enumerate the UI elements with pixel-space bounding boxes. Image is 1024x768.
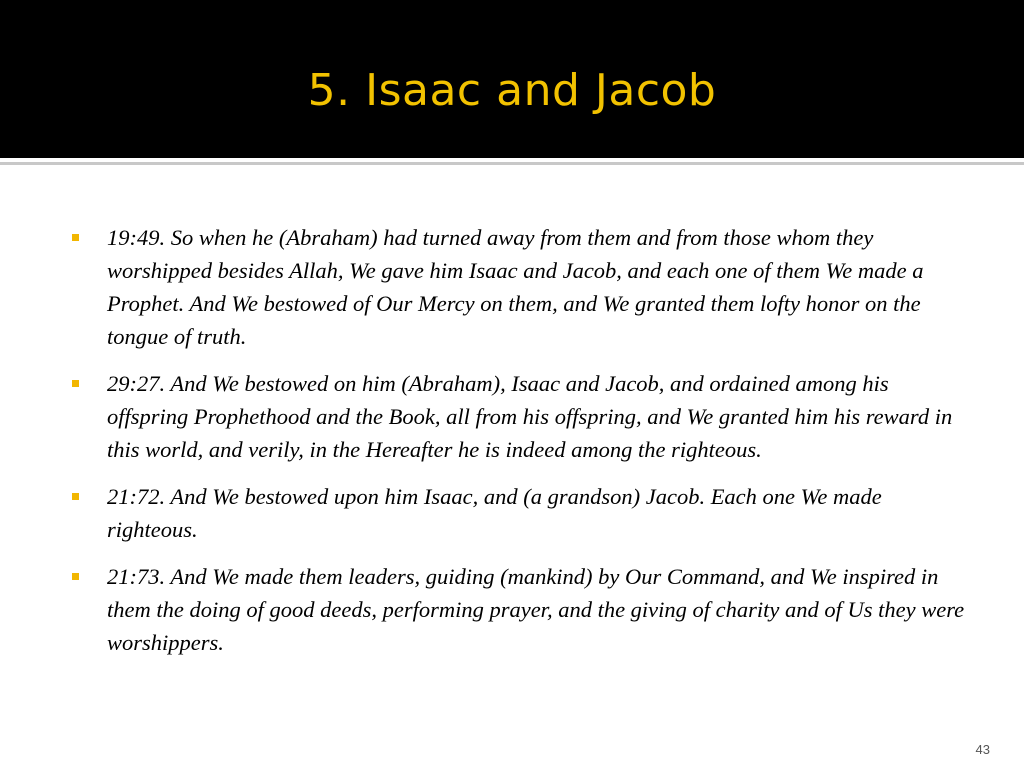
page-number: 43: [975, 742, 990, 757]
slide-title: 5. Isaac and Jacob: [307, 65, 717, 116]
square-bullet-icon: [72, 573, 79, 580]
bullet-item: [72, 221, 972, 353]
bullet-list: [72, 221, 972, 673]
bullet-item: [72, 367, 972, 466]
title-divider: [0, 162, 1024, 165]
square-bullet-icon: [72, 493, 79, 500]
bullet-text: 29:27. And We bestowed on him (Abraham), Isaac and Jacob, and ordained among his offspring Prophethood and the Book, all from his offspring, and We granted him his reward in this world, and verily, in the Hereafter he is indeed among the righteous.: [107, 371, 953, 462]
bullet-text: 21:72. And We bestowed upon him Isaac, and (a grandson) Jacob. Each one We made righteous.: [107, 484, 882, 542]
square-bullet-icon: [72, 234, 79, 241]
bullet-item: [72, 560, 972, 659]
bullet-text: 21:73. And We made them leaders, guiding (mankind) by Our Command, and We inspired in them the doing of good deeds, performing prayer, and the giving of charity and of Us they were worshippers.: [107, 564, 965, 655]
square-bullet-icon: [72, 380, 79, 387]
bullet-text: 19:49. So when he (Abraham) had turned away from them and from those whom they worshipped besides Allah, We gave him Isaac and Jacob, and each one of them We made a Prophet. And We bestowed of Our Mercy on them, and We granted them lofty honor on the tongue of truth.: [107, 225, 924, 349]
bullet-item: [72, 480, 972, 546]
